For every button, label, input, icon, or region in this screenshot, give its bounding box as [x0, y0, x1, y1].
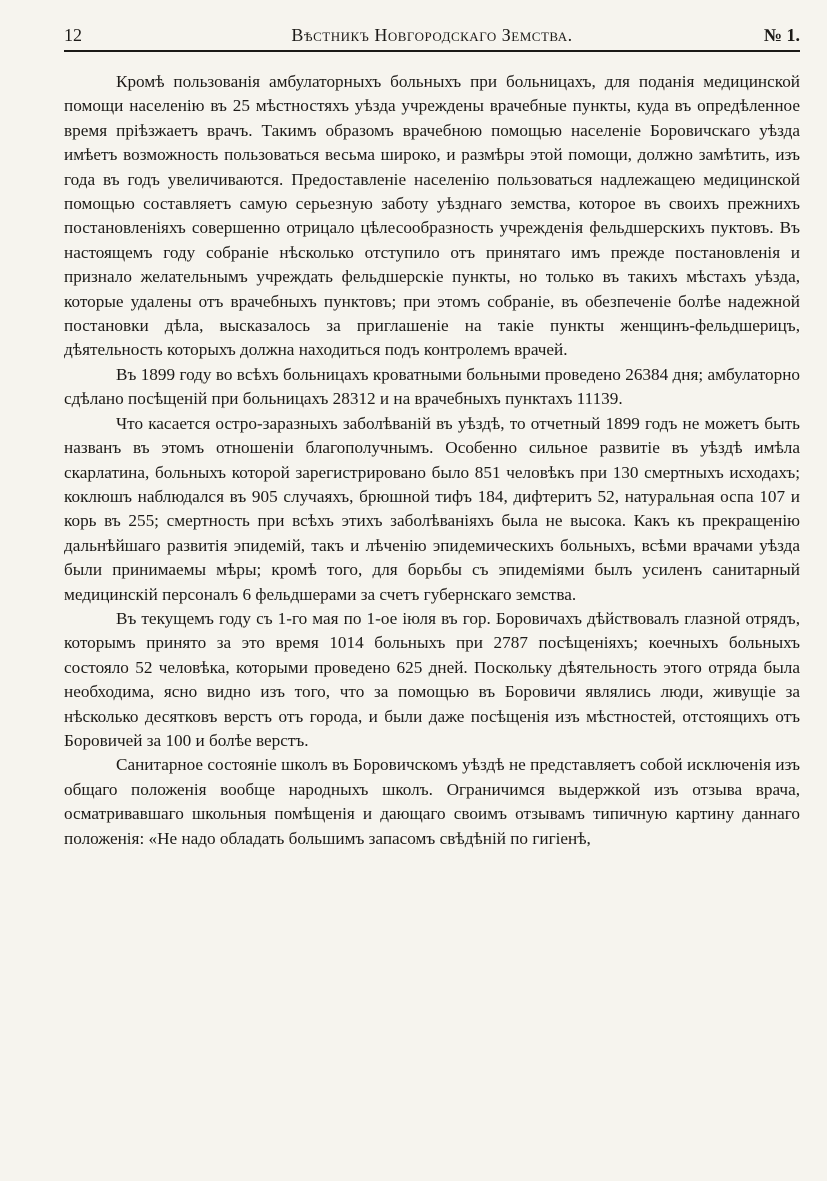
page-number: 12: [64, 25, 82, 45]
issue-number: № 1.: [763, 25, 800, 45]
header-rule: [64, 50, 800, 52]
paragraph: Санитарное состояніе школъ въ Боровичскомъ уѣздѣ не представляетъ собой исключенія изъ общаго положенія вообще народныхъ школъ. Ограничимся выдержкой изъ отзыва врача, осматривавшаго школьныя помѣщенія и дающаго своимъ отзывамъ типичную картину даннаго положенія: «Не надо обладать большимъ запасомъ свѣдѣній по гигіенѣ,: [64, 755, 800, 848]
paragraph: Въ текущемъ году съ 1-го мая по 1-ое іюля въ гор. Боровичахъ дѣйствовалъ глазной отрядъ, которымъ принято за это время 1014 больныхъ при 2787 посѣщеніяхъ; коечныхъ больныхъ состояло 52 человѣка, которыми проведено 625 дней. Поскольку дѣятельность этого отряда была необходима, ясно видно изъ того, что за помощью въ Боровичи являлись люди, живущіе за нѣсколько десятковъ верстъ отъ города, и были даже посѣщенія изъ мѣстностей, отстоящихъ отъ Боровичей за 100 и болѣе верстъ.: [64, 608, 800, 750]
article-body: [64, 70, 800, 851]
paragraph: Въ 1899 году во всѣхъ больницахъ кроватными больными проведено 26384 дня; амбулаторно сдѣлано посѣщеній при больницахъ 28312 и на врачебныхъ пунктахъ 11139.: [64, 364, 800, 409]
journal-title: Вѣстникъ Новгородскаго Земства.: [291, 25, 573, 45]
paragraph: Что касается остро-заразныхъ заболѣваній въ уѣздѣ, то отчетный 1899 годъ не можетъ быть названъ въ этомъ отношеніи благополучнымъ. Особенно сильное развитіе въ уѣздѣ имѣла скарлатина, больныхъ которой зарегистрировано было 851 человѣкъ при 130 смертныхъ исходахъ; коклюшъ наблюдался въ 905 случаяхъ, брюшной тифъ 184, дифтеритъ 52, натуральная оспа 107 и корь въ 255; смертность при всѣхъ этихъ заболѣваніяхъ была не высока. Какъ къ прекращенію дальнѣйшаго развитія эпидемій, такъ и лѣченію эпидемическихъ больныхъ, всѣми врачами уѣзда были принимаемы мѣры; кромѣ того, для борьбы съ эпидеміями былъ усиленъ санитарный медицинскій персоналъ 6 фельдшерами за счетъ губернскаго земства.: [64, 413, 800, 604]
page-header: [64, 20, 800, 50]
paragraph: Кромѣ пользованія амбулаторныхъ больныхъ при больницахъ, для поданія медицинской помощи населенію въ 25 мѣстностяхъ уѣзда учреждены врачебные пункты, куда въ опредѣленное время пріѣзжаетъ врачъ. Такимъ образомъ врачебною помощью населеніе Боровичскаго уѣзда имѣетъ возможность пользоваться весьма широко, и размѣры этой помощи, должно замѣтить, изъ года въ годъ увеличиваются. Предоставленіе населенію пользоваться надлежащею медицинской помощью составляетъ самую серьезную заботу уѣзднаго земства, которое въ своихъ прежнихъ постановленіяхъ совершенно отрицало цѣлесообразность учрежденія фельдшерскихъ пуктовъ. Въ настоящемъ году собраніе нѣсколько отступило отъ принятаго имъ прежде постановленія и признало желательнымъ учреждать фельдшерскіе пункты, но только въ такихъ мѣстахъ уѣзда, которые удалены отъ врачебныхъ пунктовъ; при этомъ собраніе, въ обезпеченіе болѣе надежной постановки дѣла, высказалось за приглашеніе на такіе пункты женщинъ-фельдшерицъ, дѣятельность которыхъ должна находиться подъ контролемъ врачей.: [64, 72, 800, 360]
